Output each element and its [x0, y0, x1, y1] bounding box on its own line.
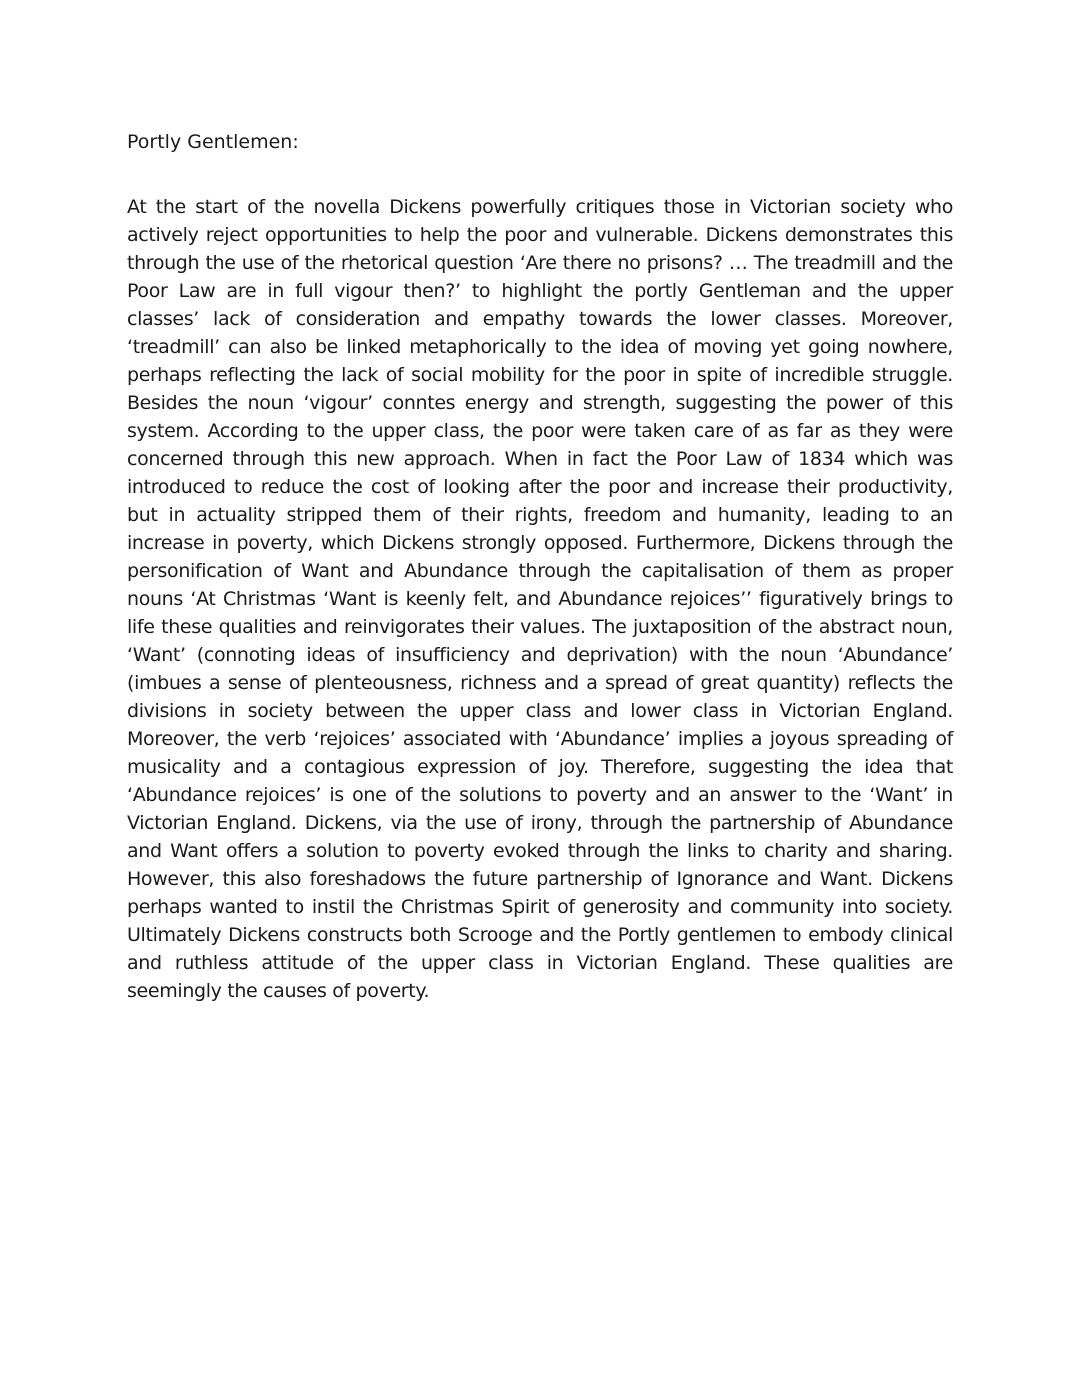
document-heading: Portly Gentlemen: [127, 131, 299, 153]
body-paragraph: At the start of the novella Dickens powerfully critiques those in Victorian society who actively reject opportunities to help the poor and vulnerable. Dickens demonstrates this through the use of the rhetorical question ‘Are there no prisons? … The treadmill and the Poor Law are in full vigour then?’ to highlight the portly Gentleman and the upper classes’ lack of consideration and empathy towards the lower classes. Moreover, ‘treadmill’ can also be linked metaphorically to the idea of moving yet going nowhere, perhaps reflecting the lack of social mobility for the poor in spite of incredible struggle. Besides the noun ‘vigour’ conntes energy and strength, suggesting the power of this system. According to the upper class, the poor were taken care of as far as they were concerned through this new approach. When in fact the Poor Law of 1834 which was introduced to reduce the cost of looking after the poor and increase their productivity, but in actuality stripped them of their rights, freedom and humanity, leading to an increase in poverty, which Dickens strongly opposed. Furthermore, Dickens through the personification of Want and Abundance through the capitalisation of them as proper nouns ‘At Christmas ‘Want is keenly felt, and Abundance rejoices’’ figuratively brings to life these qualities and reinvigorates their values. The juxtaposition of the abstract noun, ‘Want’ (connoting ideas of insufficiency and deprivation) with the noun ‘Abundance’ (imbues a sense of plenteousness, richness and a spread of great quantity) reflects the divisions in society between the upper class and lower class in Victorian England. Moreover, the verb ‘rejoices’ associated with ‘Abundance’ implies a joyous spreading of musicality and a contagious expression of joy. Therefore, suggesting the idea that ‘Abundance rejoices’ is one of the solutions to poverty and an answer to the ‘Want’ in Victorian England. Dickens, via the use of irony, through the partnership of Abundance and Want offers a solution to poverty evoked through the links to charity and sharing. However, this also foreshadows the future partnership of Ignorance and Want. Dickens perhaps wanted to instil the Christmas Spirit of generosity and community into society. Ultimately Dickens constructs both Scrooge and the Portly gentlemen to embody clinical and ruthless attitude of the upper class in Victorian England. These qualities are seemingly the causes of poverty. [127, 196, 953, 1002]
